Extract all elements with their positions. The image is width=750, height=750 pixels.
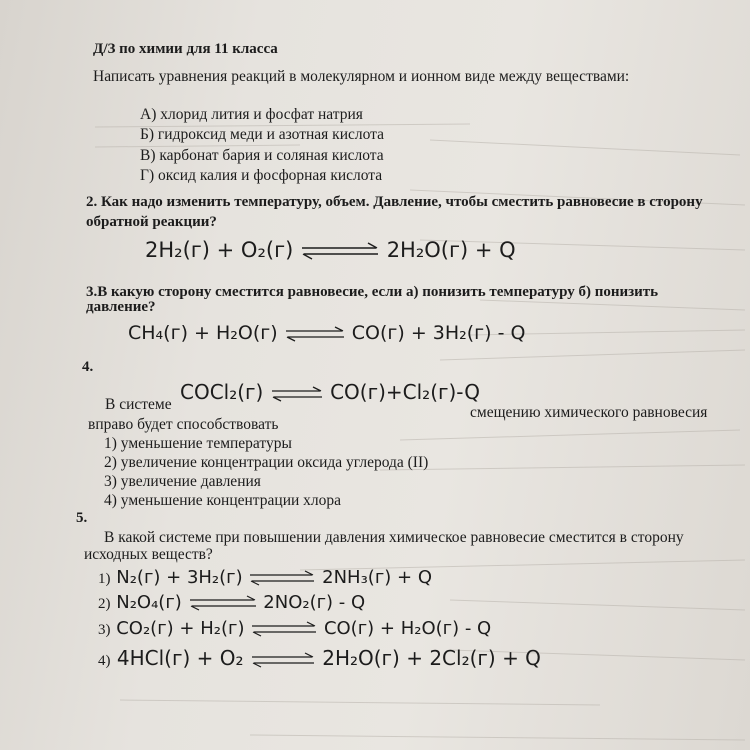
- task4-number: 4.: [82, 359, 94, 375]
- eq-left: CH₄(г) + H₂O(г): [128, 322, 278, 344]
- task4-option-1: 1) уменьшение температуры: [104, 435, 292, 452]
- task5-option-1: [98, 567, 432, 588]
- eq-right: CO(г)+Cl₂(г)-Q: [330, 380, 480, 404]
- eq-left: N₂(г) + 3H₂(г): [116, 567, 243, 588]
- task2-equation: [145, 238, 516, 262]
- eq-right: 2H₂O(г) + 2Cl₂(г) + Q: [322, 646, 541, 670]
- eq-right: CO(г) + H₂O(г) - Q: [323, 618, 492, 639]
- task1-item-c: В) карбонат бария и соляная кислота: [140, 147, 384, 164]
- option-number: 3): [98, 622, 111, 638]
- option-number: 4): [98, 653, 111, 669]
- task3-question-line1: 3.В какую сторону сместится равновесие, если а) понизить температуру б) понизить: [86, 284, 659, 300]
- eq-left: N₂O₄(г): [116, 592, 182, 613]
- equilibrium-arrow-icon: [188, 595, 258, 611]
- eq-right: CO(г) + 3H₂(г) - Q: [351, 322, 526, 344]
- task5-question-line2: исходных веществ?: [84, 546, 213, 563]
- eq-left: COCl₂(г): [180, 380, 264, 404]
- equilibrium-arrow-icon: [248, 570, 316, 586]
- eq-right: 2NH₃(г) + Q: [322, 567, 432, 588]
- task4-option-4: 4) уменьшение концентрации хлора: [104, 492, 342, 509]
- task5-option-2: [98, 592, 365, 613]
- task1-intro: Написать уравнения реакций в молекулярном и ионном виде между веществами:: [93, 68, 630, 85]
- task4-line2: вправо будет способствовать: [88, 416, 279, 433]
- task4-option-2: 2) увеличение концентрации оксида углерода (II): [104, 454, 429, 471]
- task1-item-d: Г) оксид калия и фосфорная кислота: [140, 167, 383, 184]
- task5-option-4: [98, 646, 541, 670]
- equilibrium-arrow-icon: [284, 326, 346, 342]
- task1-item-a: А) хлорид лития и фосфат натрия: [140, 106, 363, 123]
- task4-option-3: 3) увеличение давления: [104, 473, 261, 490]
- eq-right: 2NO₂(г) - Q: [263, 592, 366, 613]
- task1-item-b: Б) гидроксид меди и азотная кислота: [140, 126, 385, 143]
- task2-question-line2: обратной реакции?: [86, 214, 217, 230]
- task5-number: 5.: [76, 510, 88, 526]
- task5-option-3: [98, 618, 491, 639]
- task4-equation: [180, 380, 480, 404]
- equilibrium-arrow-icon: [250, 652, 316, 668]
- equilibrium-arrow-icon: [270, 386, 324, 402]
- eq-left: 2H₂(г) + O₂(г): [145, 238, 294, 262]
- task4-prefix: В системе: [105, 396, 172, 413]
- eq-left: 4HCl(г) + O₂: [116, 646, 244, 670]
- task4-suffix: смещению химического равновесия: [470, 404, 708, 421]
- equilibrium-arrow-icon: [300, 242, 380, 260]
- page-title: Д/З по химии для 11 класса: [93, 41, 278, 57]
- task2-question-line1: 2. Как надо изменить температуру, объем. Давление, чтобы сместить равновесие в сторону: [86, 194, 703, 210]
- eq-left: CO₂(г) + H₂(г): [116, 618, 245, 639]
- eq-right: 2H₂O(г) + Q: [386, 238, 516, 262]
- option-number: 1): [98, 571, 111, 587]
- task3-equation: [128, 322, 525, 344]
- task5-question-line1: В какой системе при повышении давления химическое равновесие сместится в сторону: [104, 529, 684, 546]
- option-number: 2): [98, 596, 111, 612]
- task3-question-line2: давление?: [86, 299, 156, 315]
- equilibrium-arrow-icon: [250, 621, 318, 637]
